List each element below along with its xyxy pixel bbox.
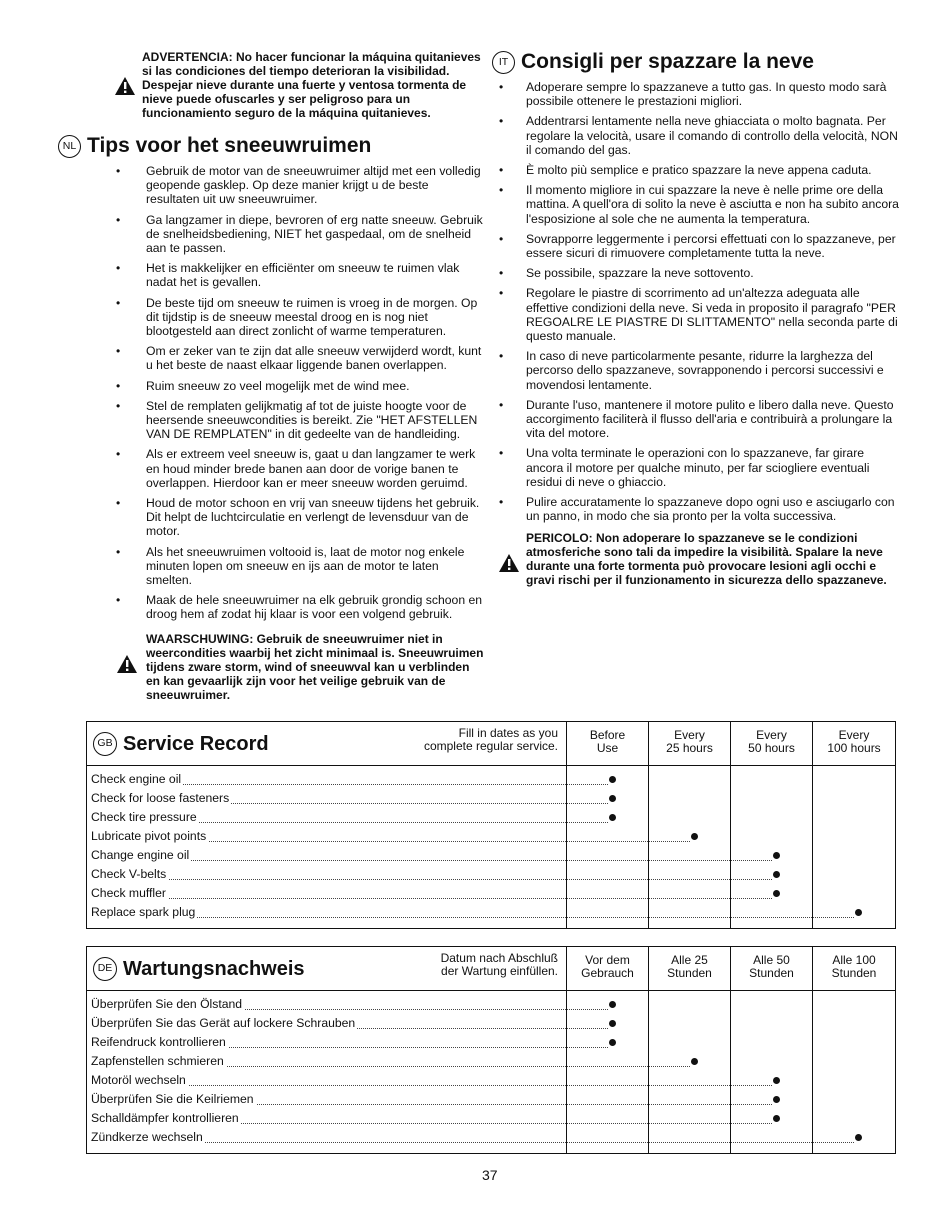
list-item: • Om er zeker van te zijn dat alle sneeuw verwijderd wordt, kunt u het beste de naast elkaar liggende banen overlappen. — [112, 344, 484, 372]
nl-heading — [58, 134, 484, 158]
table-header — [87, 722, 895, 766]
column-header: Alle 100 Stunden — [831, 953, 877, 980]
list-item: • Stel de remplaten gelijkmatig af tot de juiste hoogte voor de heersende sneeuwcondities is bereikt. Zie "HET AFSTELLEN VAN DE REMPLATEN" in dit gedeelte van de handleiding. — [112, 399, 484, 442]
column-header: Every 50 hours — [731, 722, 813, 765]
task-label: Schalldämpfer kontrollieren — [91, 1109, 241, 1128]
table-row — [87, 789, 895, 808]
task-label: Zapfenstellen schmieren — [91, 1052, 226, 1071]
table-note — [441, 952, 558, 978]
table-row — [87, 827, 895, 846]
column-divider — [730, 991, 731, 1153]
task-label: Lubricate pivot points — [91, 827, 208, 846]
spanish-warning-text: ADVERTENCIA: No hacer funcionar la máquina quitanieves si las condiciones del tiempo deterioran la visibilidad. Despejar nieve durante una fuerte y ventosa tormenta de nieve puede ofuscarles y ser peligroso para un funcionamiento seguro de la máquina quitanieves. — [142, 50, 481, 120]
interval-marker — [773, 1077, 780, 1084]
column-header: Before Use — [567, 722, 649, 765]
gb-flag-badge: GB — [93, 732, 117, 756]
table-title: Service Record — [123, 732, 269, 755]
interval-marker — [609, 1001, 616, 1008]
column-divider — [648, 991, 649, 1153]
interval-marker — [609, 776, 616, 783]
list-item: • Pulire accuratamente lo spazzaneve dopo ogni uso e asciugarlo con un panno, in modo che sia pronto per la volta successiva. — [496, 495, 900, 523]
list-item: • Ga langzamer in diepe, bevroren of erg natte sneeuw. Gebruik de snelheidsbediening, NIET het gaspedaal, om de snelheid aan te passen. — [112, 213, 484, 256]
column-header: Every 100 hours — [827, 728, 881, 755]
column-header: Alle 50 Stunden — [731, 947, 813, 990]
table-body — [87, 991, 895, 1153]
leader-dots — [91, 916, 854, 918]
column-divider — [812, 766, 813, 928]
table-row — [87, 846, 895, 865]
task-label: Check V-belts — [91, 865, 168, 884]
table-title: Wartungsnachweis — [123, 957, 305, 980]
interval-marker — [609, 814, 616, 821]
table-row — [87, 1109, 895, 1128]
nl-warning-text: WAARSCHUWING: Gebruik de sneeuwruimer niet in weercondities waarbij het zicht minimaal is. Sneeuwruimen tijdens zware storm, wind of sneeuwval kan u verblinden en kan gevaarlijk zijn voor het veilige gebruik van de sneeuwruimer. — [146, 631, 484, 702]
interval-marker — [773, 1115, 780, 1122]
warning-triangle-icon — [114, 76, 136, 96]
leader-dots — [91, 897, 772, 899]
note-line: Fill in dates as you — [458, 726, 558, 740]
nl-tips-list — [112, 164, 484, 622]
task-label: Zündkerze wechseln — [91, 1128, 205, 1147]
table-row — [87, 770, 895, 789]
table-row — [87, 808, 895, 827]
wartungsnachweis-table — [86, 946, 896, 1154]
table-row — [87, 1128, 895, 1147]
it-flag-badge: IT — [492, 51, 515, 74]
column-header: Vor dem Gebrauch — [567, 947, 649, 990]
list-item: • Als het sneeuwruimen voltooid is, laat de motor nog enkele minuten lopen om sneeuw en ijs aan de motor te laten smelten. — [112, 545, 484, 588]
spanish-warning — [112, 50, 484, 120]
list-item: • In caso di neve particolarmente pesante, ridurre la larghezza del percorso dello spazzaneve, sovrapponendo i percorsi successivi e movendosi lentamente. — [496, 349, 900, 392]
list-item: • Maak de hele sneeuwruimer na elk gebruik grondig schoon en droog hem af zodat hij klaar is voor een volgend gebruik. — [112, 593, 484, 621]
table-row — [87, 884, 895, 903]
de-flag-badge: DE — [93, 957, 117, 981]
left-column — [62, 50, 484, 702]
list-item: • Adoperare sempre lo spazzaneve a tutto gas. In questo modo sarà possibile ottenere le prestazioni migliori. — [496, 80, 900, 108]
table-title-cell — [87, 947, 567, 990]
column-header: Every 25 hours — [649, 722, 731, 765]
interval-marker — [773, 890, 780, 897]
task-label: Check tire pressure — [91, 808, 199, 827]
interval-marker — [609, 1020, 616, 1027]
it-title: Consigli per spazzare la neve — [521, 50, 814, 73]
interval-marker — [773, 871, 780, 878]
task-label: Motoröl wechseln — [91, 1071, 188, 1090]
column-divider — [730, 766, 731, 928]
note-line: complete regular service. — [423, 739, 558, 753]
interval-marker — [609, 1039, 616, 1046]
table-row — [87, 903, 895, 922]
column-header: Alle 25 Stunden — [649, 947, 731, 990]
table-row — [87, 1090, 895, 1109]
task-label: Überprüfen Sie den Ölstand — [91, 995, 244, 1014]
list-item: • De beste tijd om sneeuw te ruimen is vroeg in de morgen. Op dit tijdstip is de sneeuw meestal droog en is nog niet blootgesteld aan direct zonlicht of warme temperaturen. — [112, 296, 484, 339]
table-title-cell — [87, 722, 567, 765]
table-row — [87, 995, 895, 1014]
page-number: 37 — [482, 1167, 498, 1183]
table-header — [87, 947, 895, 991]
column-divider — [648, 766, 649, 928]
list-item: • Una volta terminate le operazioni con lo spazzaneve, far girare ancora il motore per qualche minuto, per far sciogliere eventuali residui di neve o ghiaccio. — [496, 446, 900, 489]
list-item: • Houd de motor schoon en vrij van sneeuw tijdens het gebruik. Dit helpt de luchtcirculatie en verlengt de levensduur van de motor. — [112, 496, 484, 539]
it-tips-list — [496, 80, 900, 523]
note-line: Datum nach Abschluß — [440, 951, 558, 965]
interval-marker — [609, 795, 616, 802]
list-item: • Gebruik de motor van de sneeuwruimer altijd met een volledig geopende gasklep. Op deze manier krijgt u de beste resultaten uit uw sneeuwruimer. — [112, 164, 484, 207]
task-label: Überprüfen Sie das Gerät auf lockere Schrauben — [91, 1014, 357, 1033]
interval-marker — [855, 1134, 862, 1141]
task-label: Reifendruck kontrollieren — [91, 1033, 228, 1052]
leader-dots — [91, 859, 772, 861]
task-label: Replace spark plug — [91, 903, 197, 922]
column-divider — [566, 991, 567, 1153]
table-note — [424, 727, 558, 753]
it-warning — [492, 531, 900, 587]
it-heading — [492, 50, 900, 74]
task-label: Change engine oil — [91, 846, 191, 865]
nl-flag-badge: NL — [58, 135, 81, 158]
table-row — [87, 865, 895, 884]
column-divider — [812, 991, 813, 1153]
nl-title: Tips voor het sneeuwruimen — [87, 134, 372, 157]
task-label: Check engine oil — [91, 770, 183, 789]
it-warning-text: PERICOLO: Non adoperare lo spazzaneve se le condizioni atmosferiche sono tali da impedire la visibilità. Spalare la neve durante una forte tormenta può provocare lesioni agli occhi e gravi rischi per il funzionamento in sicurezza dello spazzaneve. — [526, 531, 887, 588]
list-item: • È molto più semplice e pratico spazzare la neve appena caduta. — [496, 163, 900, 177]
list-item: • Als er extreem veel sneeuw is, gaat u dan langzamer te werk en houd minder brede banen aan door de vorige banen te overlappen. Hierdoor kan er meer sneeuw worden geruimd. — [112, 447, 484, 490]
task-label: Check muffler — [91, 884, 168, 903]
interval-marker — [773, 852, 780, 859]
warning-triangle-icon — [116, 654, 138, 674]
table-row — [87, 1014, 895, 1033]
list-item: • Het is makkelijker en efficiënter om sneeuw te ruimen vlak nadat het is gevallen. — [112, 261, 484, 289]
list-item: • Ruim sneeuw zo veel mogelijk met de wind mee. — [112, 379, 484, 393]
leader-dots — [91, 1141, 854, 1143]
nl-warning — [112, 632, 484, 702]
interval-marker — [855, 909, 862, 916]
leader-dots — [91, 878, 772, 880]
task-label: Überprüfen Sie die Keilriemen — [91, 1090, 256, 1109]
list-item: • Se possibile, spazzare la neve sottovento. — [496, 266, 900, 280]
table-row — [87, 1071, 895, 1090]
interval-marker — [691, 833, 698, 840]
table-body — [87, 766, 895, 928]
column-divider — [566, 766, 567, 928]
interval-marker — [773, 1096, 780, 1103]
list-item: • Sovrapporre leggermente i percorsi effettuati con lo spazzaneve, per essere sicuri di rimuovere completamente tutta la neve. — [496, 232, 900, 260]
interval-marker — [691, 1058, 698, 1065]
note-line: der Wartung einfüllen. — [441, 964, 558, 978]
leader-dots — [91, 1084, 772, 1086]
table-row — [87, 1033, 895, 1052]
list-item: • Regolare le piastre di scorrimento ad un'altezza adeguata alle effettive condizioni della neve. Si veda in proposito il paragrafo "PER REGOALRE LE PIASTRE DI SLITTAMENTO" nella seconda parte di questo manuale. — [496, 286, 900, 343]
list-item: • Durante l'uso, mantenere il motore pulito e libero dalla neve. Questo accorgimento faciliterà il flusso dell'aria e contribuirà a prolungare la vita del motore. — [496, 398, 900, 441]
list-item: • Addentrarsi lentamente nella neve ghiacciata o molto bagnata. Per regolare la velocità, usare il comando di controllo della velocità, NON il comando del gas. — [496, 114, 900, 157]
warning-triangle-icon — [498, 553, 520, 573]
table-row — [87, 1052, 895, 1071]
task-label: Check for loose fasteners — [91, 789, 231, 808]
right-column — [492, 50, 900, 587]
service-record-table — [86, 721, 896, 929]
list-item: • Il momento migliore in cui spazzare la neve è nelle prime ore della mattina. A quell'ora di solito la neve è asciutta e non ha subito ancora l'esposizione al sole che ne aumenta la temperatura. — [496, 183, 900, 226]
